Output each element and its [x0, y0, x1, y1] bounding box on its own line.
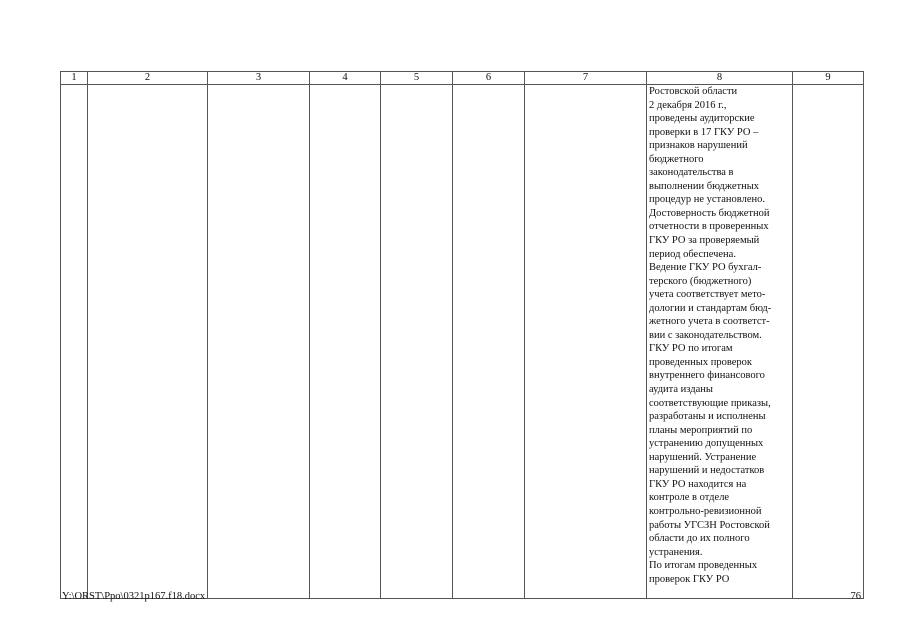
text-line: проверки в 17 ГКУ РО –: [649, 126, 759, 138]
text-line: аудита изданы: [649, 384, 713, 396]
text-line: Достоверность бюджетной: [649, 207, 770, 219]
text-line: учета соответствует мето-: [649, 289, 766, 301]
text-line: соответствующие приказы,: [649, 397, 771, 409]
text-line: контрольно-ревизионной: [649, 505, 762, 517]
text-line: внутреннего финансового: [649, 370, 765, 382]
table-row: [61, 85, 864, 599]
text-line: нарушений. Устранение: [649, 451, 757, 463]
file-path: Y:\ORST\Ppo\0321p167.f18.docx: [62, 591, 206, 602]
text-line: устранения.: [649, 546, 703, 558]
text-line: бюджетного: [649, 153, 704, 165]
cell-col-9: [793, 85, 864, 599]
text-line: устранению допущенных: [649, 438, 764, 450]
header-row: [61, 72, 864, 85]
text-line: дологии и стандартам бюд-: [649, 302, 772, 314]
column-header-7: 7: [525, 72, 647, 85]
text-line: проверок ГКУ РО: [649, 573, 730, 585]
text-line: отчетности в проверенных: [649, 221, 769, 233]
report-table: [60, 71, 864, 599]
text-line: Ведение ГКУ РО бухгал-: [649, 262, 762, 274]
column-header-8: 8: [647, 72, 793, 85]
text-line: выполнении бюджетных: [649, 180, 760, 192]
text-line: жетного учета в соответст-: [649, 316, 770, 328]
text-line: признаков нарушений: [649, 140, 748, 152]
column-header-5: 5: [381, 72, 453, 85]
text-line: вии с законодательством.: [649, 329, 762, 341]
text-line: проведены аудиторские: [649, 113, 755, 125]
cell-col-6: [453, 85, 525, 599]
text-line: контроле в отделе: [649, 492, 730, 504]
page-number: 76: [850, 591, 861, 602]
text-line: ГКУ РО находится на: [649, 478, 747, 490]
cell-col-4: [310, 85, 381, 599]
audit-results-text: [647, 85, 792, 598]
text-line: законодательства в: [649, 167, 734, 179]
text-line: работы УГСЗН Ростовской: [649, 519, 770, 531]
column-header-4: 4: [310, 72, 381, 85]
column-header-2: 2: [88, 72, 208, 85]
text-line: терского (бюджетного): [649, 275, 752, 287]
cell-col-2: [88, 85, 208, 599]
text-line: разработаны и исполнены: [649, 411, 766, 423]
text-line: нарушений и недостатков: [649, 465, 765, 477]
column-header-1: 1: [61, 72, 88, 85]
cell-col-5: [381, 85, 453, 599]
text-line: По итогам проведенных: [649, 560, 758, 572]
column-header-6: 6: [453, 72, 525, 85]
text-line: ГКУ РО по итогам: [649, 343, 733, 355]
text-line: 2 декабря 2016 г.,: [649, 99, 727, 111]
column-header-9: 9: [793, 72, 864, 85]
cell-col-3: [208, 85, 310, 599]
cell-col-1: [61, 85, 88, 599]
text-line: проведенных проверок: [649, 356, 752, 368]
column-header-3: 3: [208, 72, 310, 85]
text-line: период обеспечена.: [649, 248, 736, 260]
text-line: области до их полного: [649, 533, 750, 545]
cell-col-8: [647, 85, 793, 599]
text-line: ГКУ РО за проверяемый: [649, 235, 760, 247]
text-line: Ростовской области: [649, 86, 738, 97]
cell-col-7: [525, 85, 647, 599]
text-line: процедур не установлено.: [649, 194, 766, 206]
text-line: планы мероприятий по: [649, 424, 753, 436]
